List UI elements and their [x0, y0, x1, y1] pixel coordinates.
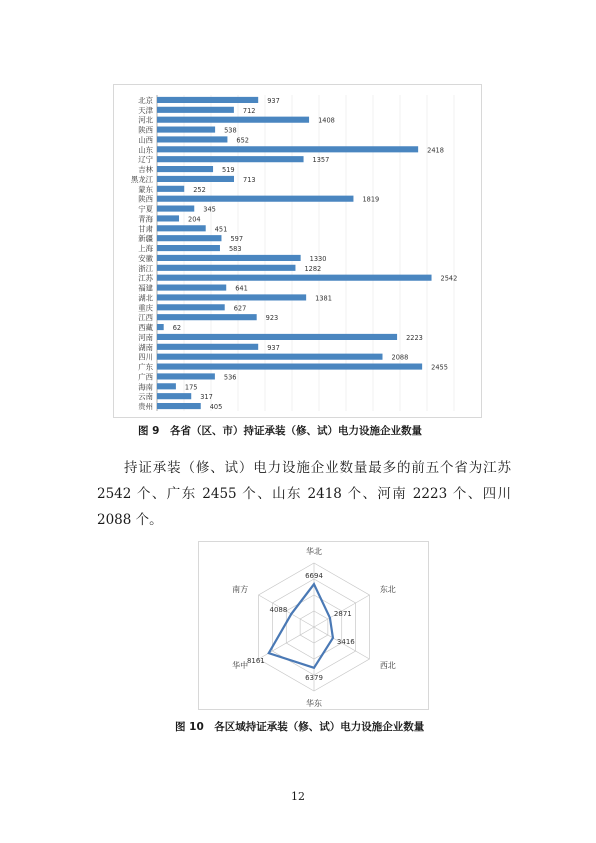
province-bar-chart-svg [114, 85, 481, 417]
bar-26 [157, 354, 383, 360]
data-label: 345 [203, 205, 216, 214]
category-label: 新疆 [138, 234, 153, 244]
category-label: 青海 [138, 214, 153, 224]
data-label: 1330 [309, 254, 327, 263]
data-label: 597 [230, 235, 244, 244]
radar-value-label: 4088 [269, 605, 288, 614]
bar-27 [157, 364, 422, 370]
data-label: 1381 [315, 294, 332, 303]
category-label: 广西 [138, 372, 153, 382]
bar-4 [157, 136, 227, 142]
radar-value-label: 6694 [305, 572, 323, 581]
radar-value-label: 3416 [336, 637, 355, 646]
bar-17 [157, 265, 295, 271]
category-label: 湖南 [138, 342, 153, 352]
data-label: 538 [224, 126, 237, 135]
radar-category-label: 华北 [306, 547, 322, 556]
data-label: 1357 [312, 156, 330, 165]
data-label: 519 [222, 166, 235, 175]
data-label: 641 [235, 284, 248, 293]
data-label: 2418 [427, 146, 444, 155]
bar-18 [157, 275, 432, 281]
region-radar-chart [198, 541, 429, 710]
radar-value-label: 8161 [246, 657, 265, 666]
category-label: 山西 [138, 135, 153, 145]
radar-category-label: 西北 [379, 661, 396, 670]
category-label: 吉林 [138, 165, 153, 175]
bar-19 [157, 285, 226, 291]
data-label: 204 [188, 215, 201, 224]
data-label: 1408 [318, 116, 335, 125]
data-label: 1819 [362, 195, 380, 204]
data-label: 2542 [440, 274, 458, 283]
data-label: 451 [214, 225, 228, 234]
bar-24 [157, 334, 397, 340]
category-label: 陕西 [138, 194, 153, 204]
data-label: 405 [209, 403, 223, 412]
data-label: 583 [228, 245, 242, 254]
category-label: 上海 [138, 244, 153, 254]
category-label: 贵州 [138, 402, 153, 412]
category-label: 黑龙江 [130, 174, 153, 184]
bar-7 [157, 166, 213, 172]
bar-25 [157, 344, 258, 350]
bar-0 [157, 97, 258, 103]
radar-value-label: 6379 [305, 673, 323, 682]
category-label: 北京 [138, 95, 153, 105]
category-label: 宁夏 [138, 204, 153, 214]
bar-1 [157, 107, 234, 113]
bar-13 [157, 225, 206, 231]
category-label: 蒙东 [138, 184, 153, 194]
data-label: 317 [200, 393, 213, 402]
bar-11 [157, 206, 194, 212]
radar-series [269, 584, 333, 668]
category-label: 海南 [138, 382, 153, 392]
data-label: 175 [184, 383, 198, 392]
province-bar-chart [113, 84, 482, 418]
data-label: 62 [172, 324, 182, 333]
data-label: 252 [193, 185, 206, 194]
category-label: 安徽 [138, 253, 153, 263]
data-label: 923 [265, 314, 279, 323]
category-label: 浙江 [138, 263, 153, 273]
data-label: 937 [267, 96, 280, 105]
bar-29 [157, 383, 176, 389]
bar-14 [157, 235, 221, 241]
bar-10 [157, 196, 353, 202]
bar-23 [157, 324, 164, 330]
data-label: 1282 [304, 264, 322, 273]
paragraph-text: 持证承装（修、试）电力设施企业数量最多的前五个省为江苏 2542 个、广东 2455 个、山东 2418 个、河南 2223 个、四川 2088 个。 [97, 460, 511, 528]
region-radar-chart-svg [199, 542, 428, 709]
category-label: 广东 [138, 362, 153, 372]
data-label: 713 [243, 175, 256, 184]
figure-9-caption: 图 9 各省（区、市）持证承装（修、试）电力设施企业数量 [138, 425, 422, 437]
radar-category-label: 华东 [306, 699, 322, 708]
radar-category-label: 华中 [232, 661, 249, 670]
radar-category-label: 南方 [232, 585, 249, 594]
bar-22 [157, 314, 257, 320]
data-label: 2088 [391, 353, 409, 362]
category-label: 山东 [138, 145, 153, 155]
bar-20 [157, 294, 306, 300]
figure-10-caption: 图 10 各区域持证承装（修、试）电力设施企业数量 [175, 721, 425, 733]
bar-15 [157, 245, 220, 251]
body-paragraph [97, 455, 511, 533]
bar-2 [157, 117, 309, 123]
bar-5 [157, 146, 418, 152]
category-label: 云南 [138, 392, 153, 402]
radar-value-label: 2871 [333, 609, 352, 618]
category-label: 江西 [138, 313, 153, 323]
category-label: 四川 [138, 352, 153, 362]
radar-category-label: 东北 [379, 585, 396, 594]
bar-3 [157, 127, 215, 133]
category-label: 辽宁 [138, 155, 153, 165]
bar-31 [157, 403, 201, 409]
category-label: 湖北 [138, 293, 153, 303]
page-number: 12 [291, 790, 305, 803]
category-label: 重庆 [138, 303, 153, 313]
category-label: 福建 [138, 283, 153, 293]
bar-9 [157, 186, 184, 192]
data-label: 652 [236, 136, 250, 145]
category-label: 河南 [138, 332, 153, 342]
category-label: 西藏 [138, 323, 153, 333]
bar-16 [157, 255, 301, 261]
category-label: 陕西 [138, 125, 153, 135]
category-label: 江苏 [138, 273, 153, 283]
bar-12 [157, 215, 179, 221]
data-label: 2455 [431, 363, 448, 372]
bar-8 [157, 176, 234, 182]
bar-30 [157, 393, 191, 399]
data-label: 627 [233, 304, 247, 313]
category-label: 河北 [138, 115, 153, 125]
bar-6 [157, 156, 304, 162]
data-label: 712 [242, 106, 256, 115]
bar-28 [157, 373, 215, 379]
category-label: 天津 [138, 105, 153, 115]
category-label: 甘肃 [138, 224, 153, 234]
data-label: 2223 [406, 333, 423, 342]
data-label: 536 [223, 373, 237, 382]
data-label: 937 [267, 343, 280, 352]
bar-21 [157, 304, 225, 310]
